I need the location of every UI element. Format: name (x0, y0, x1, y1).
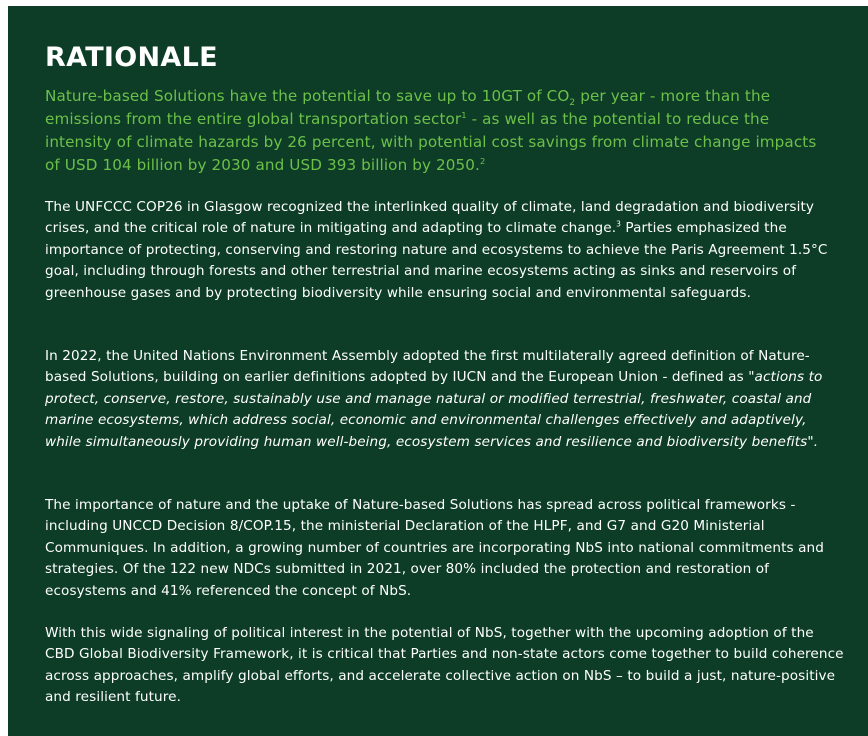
paragraph-unea-definition (45, 346, 845, 453)
section-title: RATIONALE (45, 42, 218, 73)
paragraph-cop26 (45, 197, 845, 304)
footnote-ref-2: 2 (479, 155, 486, 166)
lead-text-part1: Nature-based Solutions have the potential to save up to 10GT of CO (45, 87, 570, 105)
paragraph-political-frameworks: The importance of nature and the uptake of Nature-based Solutions has spread across political frameworks - including UNCCD Decision 8/COP.15, the ministerial Declaration of the HLPF, and G7 and G20 Ministerial Communiques. In addition, a growing number of countries are incorporating NbS into national commitments and strategies. Of the 122 new NDCs submitted in 2021, over 80% included the protection and restoration of ecosystems and 41% referenced the concept of NbS. (45, 497, 824, 599)
cop26-text-part2: Parties emphasized the importance of protecting, conserving and restoring nature and ecosystems to achieve the Paris Agreement 1.5°C goal, including through forests and other terrestrial and marine ecosystems acting as sinks and reservoirs of greenhouse gases and by protecting biodiversity while ensuring social and environmental safeguards. (45, 220, 828, 301)
paragraph-collective-action: With this wide signaling of political interest in the potential of NbS, together with the upcoming adoption of the CBD Global Biodiversity Framework, it is critical that Parties and non-state actors come together to build coherence across approaches, amplify global efforts, and accelerate collective action on NbS – to build a just, nature-positive and resilient future. (45, 625, 844, 706)
lead-text-part3: - as well as the potential to reduce the intensity of climate hazards by 26 percent, with potential cost savings from climate change impacts of USD 104 billion by 2030 and USD 393 billion by 2050. (45, 110, 817, 174)
lead-paragraph (45, 85, 835, 177)
footnote-ref-1: 1 (461, 109, 467, 120)
footnote-ref-3: 3 (616, 219, 621, 229)
rationale-panel (8, 6, 868, 736)
cop26-text-part1: The UNFCCC COP26 in Glasgow recognized the interlinked quality of climate, land degradation and biodiversity crises, and the critical role of nature in mitigating and adapting to climate change. (45, 199, 815, 237)
nbs-definition-quote: "actions to protect, conserve, restore, sustainably use and manage natural or modified terrestrial, freshwater, coastal and marine ecosystems, which address social, economic and environmental challenges effectively and adaptively, while simultaneously providing human well-being, ecosystem services and resilience and biodiversity benefits". (45, 369, 823, 450)
co2-subscript: 2 (569, 98, 576, 109)
unea-text: In 2022, the United Nations Environment Assembly adopted the first multilaterally agreed definition of Nature-based Solutions, building on earlier definitions adopted by IUCN and the European Union - defined as (45, 348, 810, 386)
lead-text-part2: per year - more than the emissions from the entire global transportation sector (45, 87, 771, 128)
